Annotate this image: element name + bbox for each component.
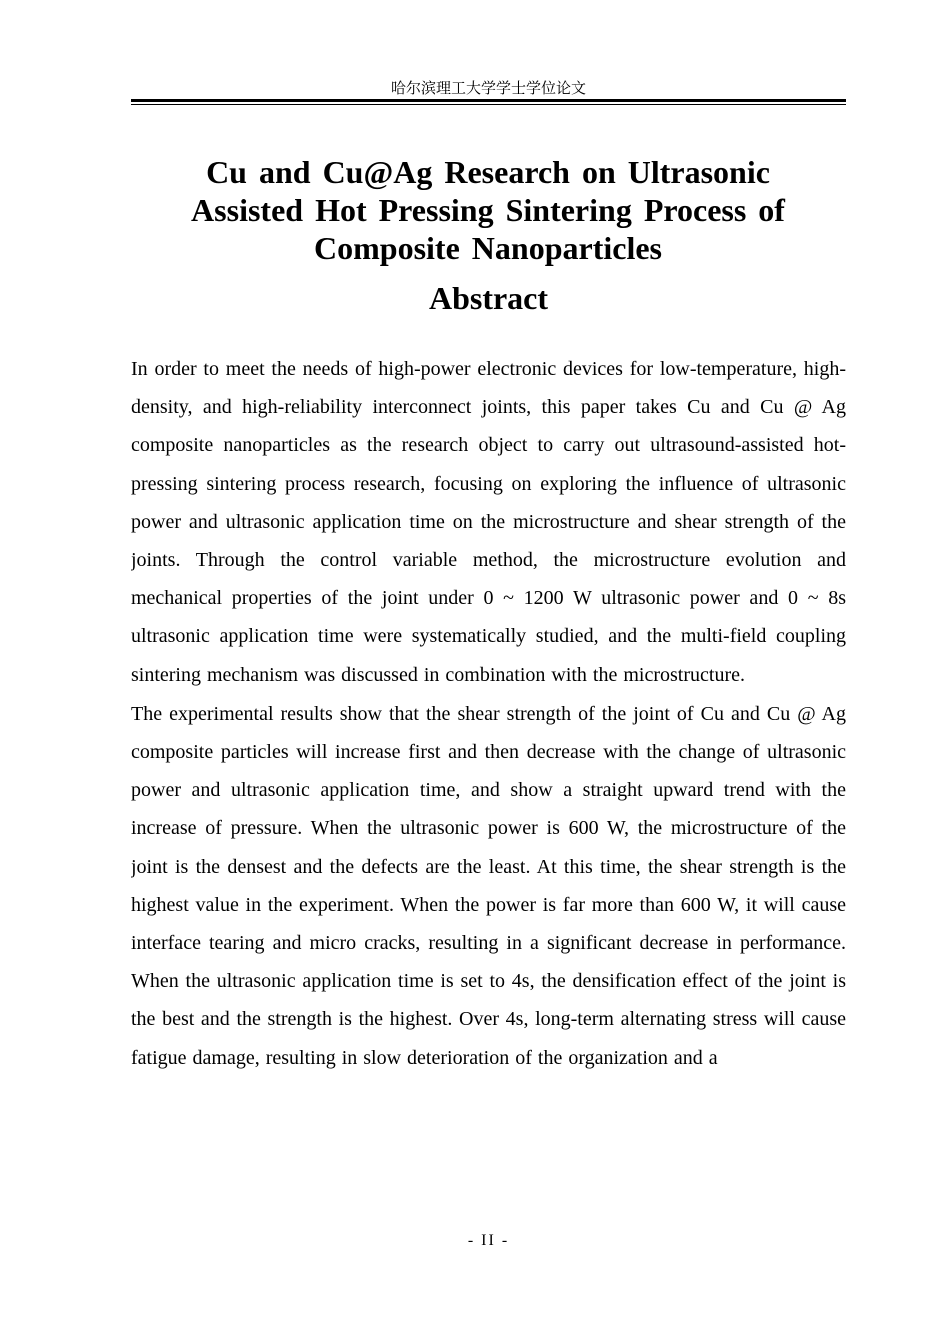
abstract-paragraph-2: The experimental results show that the shear strength of the joint of Cu and Cu @ Ag composite particles will increase first and then decrease with the change of ultrasonic power and ultrasonic application time, and show a straight upward trend with the increase of pressure. When the ultrasonic power is 600 W, the microstructure of the joint is the densest and the defects are the least. At this time, the shear strength is the highest value in the experiment. When the power is far more than 600 W, it will cause interface tearing and micro cracks, resulting in a significant decrease in performance. When the ultrasonic application time is set to 4s, the densification effect of the joint is the best and the strength is the highest. Over 4s, long-term alternating stress will cause fatigue damage, resulting in slow deterioration of the organization and a — [131, 702, 846, 1069]
page-number: - II - — [467, 1232, 510, 1249]
abstract-paragraph-1: In order to meet the needs of high-power electronic devices for low-temperature, high-density, and high-reliability interconnect joints, this paper takes Cu and Cu @ Ag composite nanoparticles as the research object to carry out ultrasound-assisted hot-pressing sintering process research, focusing on exploring the influence of ultrasonic power and ultrasonic application time on the microstructure and shear strength of the joints. Through the control variable method, the microstructure evolution and mechanical properties of the joint under 0 ~ 1200 W ultrasonic power and 0 ~ 8s ultrasonic application time were systematically studied, and the multi-field coupling sintering mechanism was discussed in combination with the microstructure. — [131, 358, 846, 686]
header-rule-thin — [131, 104, 846, 105]
abstract-body — [131, 350, 846, 1228]
thesis-title: Cu and Cu@Ag Research on Ultrasonic Assisted Hot Pressing Sintering Process of Composite Nanoparticles — [191, 154, 785, 266]
header-rule-thick — [131, 99, 846, 102]
running-header: 哈尔滨理工大学学士学位论文 — [390, 79, 586, 97]
abstract-heading: Abstract — [428, 280, 549, 316]
